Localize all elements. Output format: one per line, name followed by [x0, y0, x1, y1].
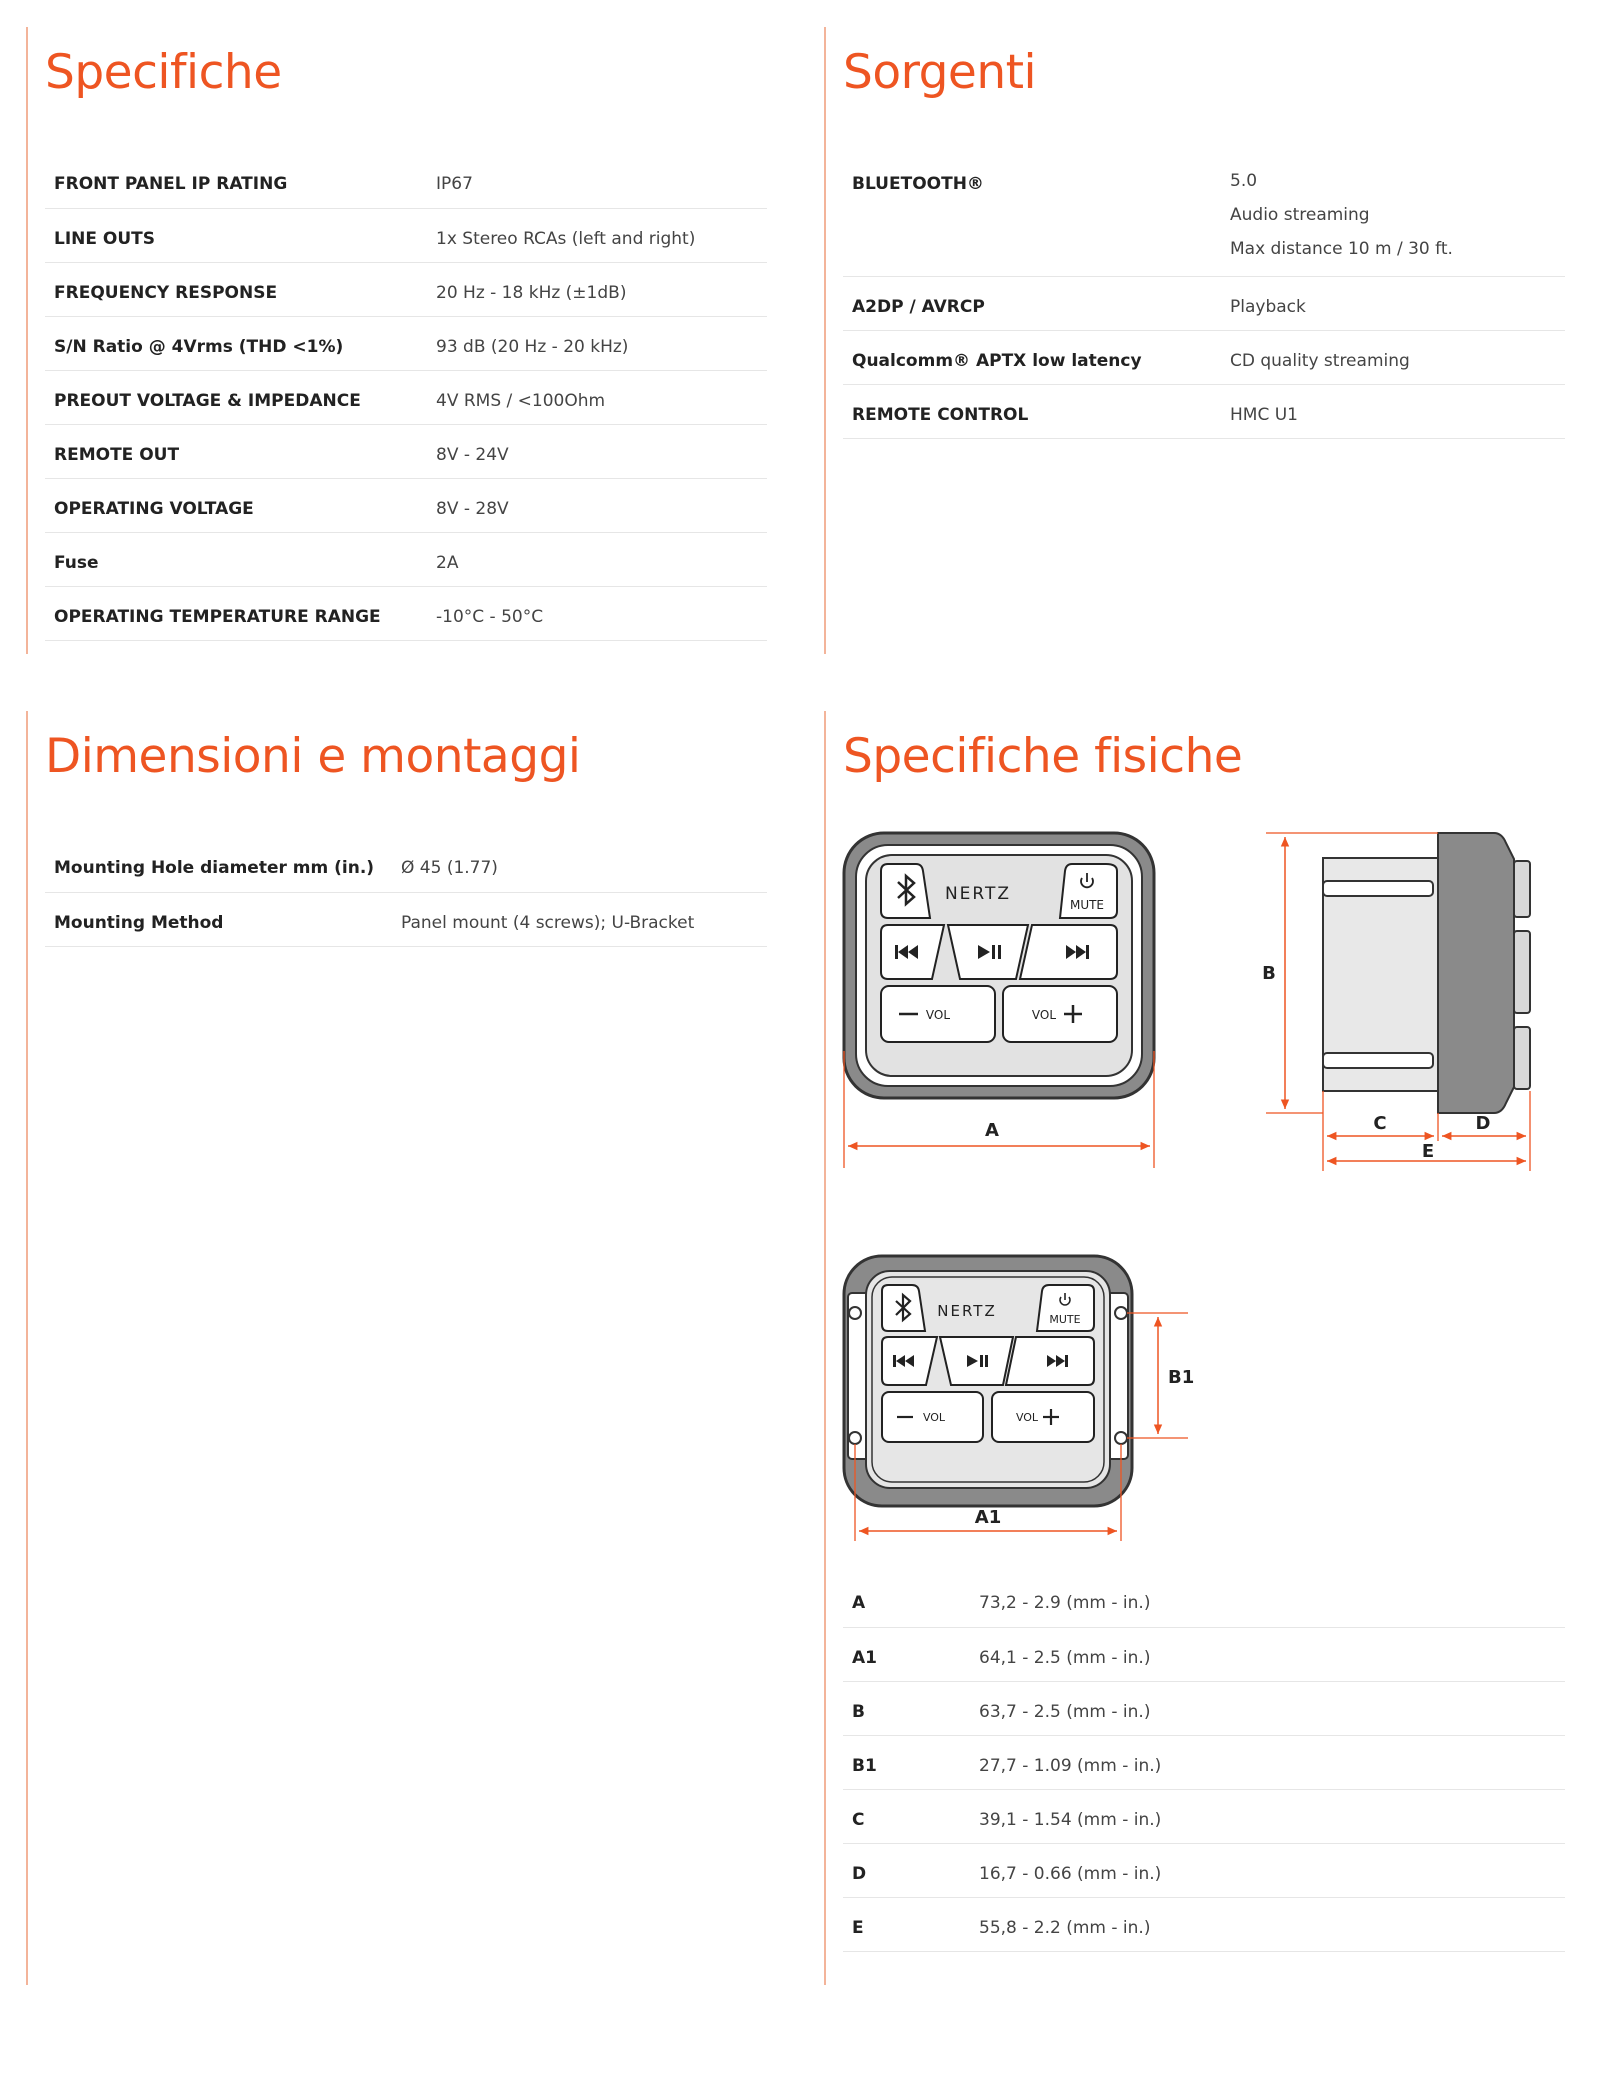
spec-label: BLUETOOTH® — [843, 154, 1230, 276]
bracket-view-drawing — [844, 1256, 1194, 1541]
spec-label: PREOUT VOLTAGE & IMPEDANCE — [45, 370, 436, 424]
section-title: Sorgenti — [843, 45, 1037, 100]
vol-down-label: VOL — [922, 1411, 946, 1424]
spec-label: Qualcomm® APTX low latency — [843, 330, 1230, 384]
spec-value: 8V - 24V — [436, 424, 767, 478]
table-row — [843, 154, 1565, 276]
table-row — [843, 1843, 1565, 1897]
front-view-drawing — [844, 833, 1154, 1168]
spec-value: 1x Stereo RCAs (left and right) — [436, 208, 767, 262]
spec-label: A1 — [843, 1627, 979, 1681]
brand-logo: NERTZ — [937, 1302, 997, 1320]
table-row — [45, 838, 767, 892]
table-row — [843, 276, 1565, 330]
spec-label: OPERATING TEMPERATURE RANGE — [45, 586, 436, 640]
spec-value: Playback — [1230, 276, 1565, 330]
spec-label: E — [843, 1897, 979, 1951]
table-row — [843, 1735, 1565, 1789]
table-row — [843, 1897, 1565, 1951]
spec-value: 39,1 - 1.54 (mm - in.) — [979, 1789, 1565, 1843]
spec-value: 27,7 - 1.09 (mm - in.) — [979, 1735, 1565, 1789]
spec-label: REMOTE OUT — [45, 424, 436, 478]
table-row — [45, 478, 767, 532]
table-row — [45, 316, 767, 370]
dimension-label-e: E — [1421, 1141, 1435, 1162]
spec-label: B1 — [843, 1735, 979, 1789]
spec-value: IP67 — [436, 154, 767, 208]
spec-value: 8V - 28V — [436, 478, 767, 532]
dimension-label-b1: B1 — [1168, 1367, 1195, 1388]
section-dimensioni — [26, 711, 786, 1985]
spec-label: OPERATING VOLTAGE — [45, 478, 436, 532]
vol-up-label: VOL — [1015, 1411, 1039, 1424]
table-row — [45, 262, 767, 316]
section-title: Specifiche fisiche — [843, 729, 1243, 784]
vol-down-label: VOL — [925, 1008, 951, 1022]
spec-value: CD quality streaming — [1230, 330, 1565, 384]
table-row — [45, 586, 767, 640]
spec-value: Ø 45 (1.77) — [401, 838, 767, 892]
spec-value: 73,2 - 2.9 (mm - in.) — [979, 1573, 1565, 1627]
bluetooth-values — [1230, 154, 1565, 276]
spec-label: A2DP / AVRCP — [843, 276, 1230, 330]
section-specifiche — [26, 27, 786, 654]
spec-value: Panel mount (4 screws); U-Bracket — [401, 892, 767, 946]
section-fisiche — [824, 711, 1566, 1985]
spec-label: REMOTE CONTROL — [843, 384, 1230, 438]
table-row — [843, 384, 1565, 438]
table-row — [45, 370, 767, 424]
mounting-table — [45, 838, 767, 947]
table-row — [843, 1627, 1565, 1681]
spec-label: S/N Ratio @ 4Vrms (THD <1%) — [45, 316, 436, 370]
brand-logo: NERTZ — [944, 884, 1012, 904]
spec-value: Max distance 10 m / 30 ft. — [1230, 239, 1453, 259]
spec-label: FRONT PANEL IP RATING — [45, 154, 436, 208]
spec-value: 20 Hz - 18 kHz (±1dB) — [436, 262, 767, 316]
dimension-label-a: A — [985, 1120, 999, 1141]
dimensions-table — [843, 1573, 1565, 1952]
spec-value: 55,8 - 2.2 (mm - in.) — [979, 1897, 1565, 1951]
spec-label: Mounting Hole diameter mm (in.) — [45, 838, 401, 892]
dimension-label-c: C — [1373, 1113, 1387, 1134]
section-title: Specifiche — [45, 45, 282, 100]
spec-label: B — [843, 1681, 979, 1735]
spec-label: LINE OUTS — [45, 208, 436, 262]
dimension-drawings — [826, 801, 1568, 1631]
mute-label: MUTE — [1049, 1313, 1081, 1326]
table-row — [843, 1789, 1565, 1843]
spec-label: FREQUENCY RESPONSE — [45, 262, 436, 316]
spec-label: D — [843, 1843, 979, 1897]
spec-value: 4V RMS / <100Ohm — [436, 370, 767, 424]
spec-table — [45, 154, 767, 641]
table-row — [843, 1681, 1565, 1735]
section-sorgenti — [824, 27, 1566, 654]
spec-label: C — [843, 1789, 979, 1843]
vol-up-label: VOL — [1031, 1008, 1057, 1022]
spec-value: 16,7 - 0.66 (mm - in.) — [979, 1843, 1565, 1897]
spec-label: A — [843, 1573, 979, 1627]
table-row — [45, 892, 767, 946]
side-view-drawing — [1262, 833, 1530, 1171]
mute-label: MUTE — [1069, 898, 1105, 912]
dimension-label-d: D — [1475, 1113, 1491, 1134]
table-row — [843, 1573, 1565, 1627]
spec-value: 2A — [436, 532, 767, 586]
spec-value: HMC U1 — [1230, 384, 1565, 438]
spec-value: -10°C - 50°C — [436, 586, 767, 640]
spec-value: 93 dB (20 Hz - 20 kHz) — [436, 316, 767, 370]
spec-label: Fuse — [45, 532, 436, 586]
spec-label: Mounting Method — [45, 892, 401, 946]
spec-value: 63,7 - 2.5 (mm - in.) — [979, 1681, 1565, 1735]
table-row — [45, 208, 767, 262]
table-row — [45, 424, 767, 478]
spec-value: Audio streaming — [1230, 205, 1370, 225]
spec-value: 64,1 - 2.5 (mm - in.) — [979, 1627, 1565, 1681]
table-row — [45, 154, 767, 208]
spec-value: 5.0 — [1230, 171, 1258, 191]
table-row — [843, 330, 1565, 384]
section-title: Dimensioni e montaggi — [45, 729, 581, 784]
sources-table — [843, 154, 1565, 439]
dimension-label-a1: A1 — [974, 1507, 1002, 1528]
dimension-label-b: B — [1262, 963, 1276, 984]
table-row — [45, 532, 767, 586]
